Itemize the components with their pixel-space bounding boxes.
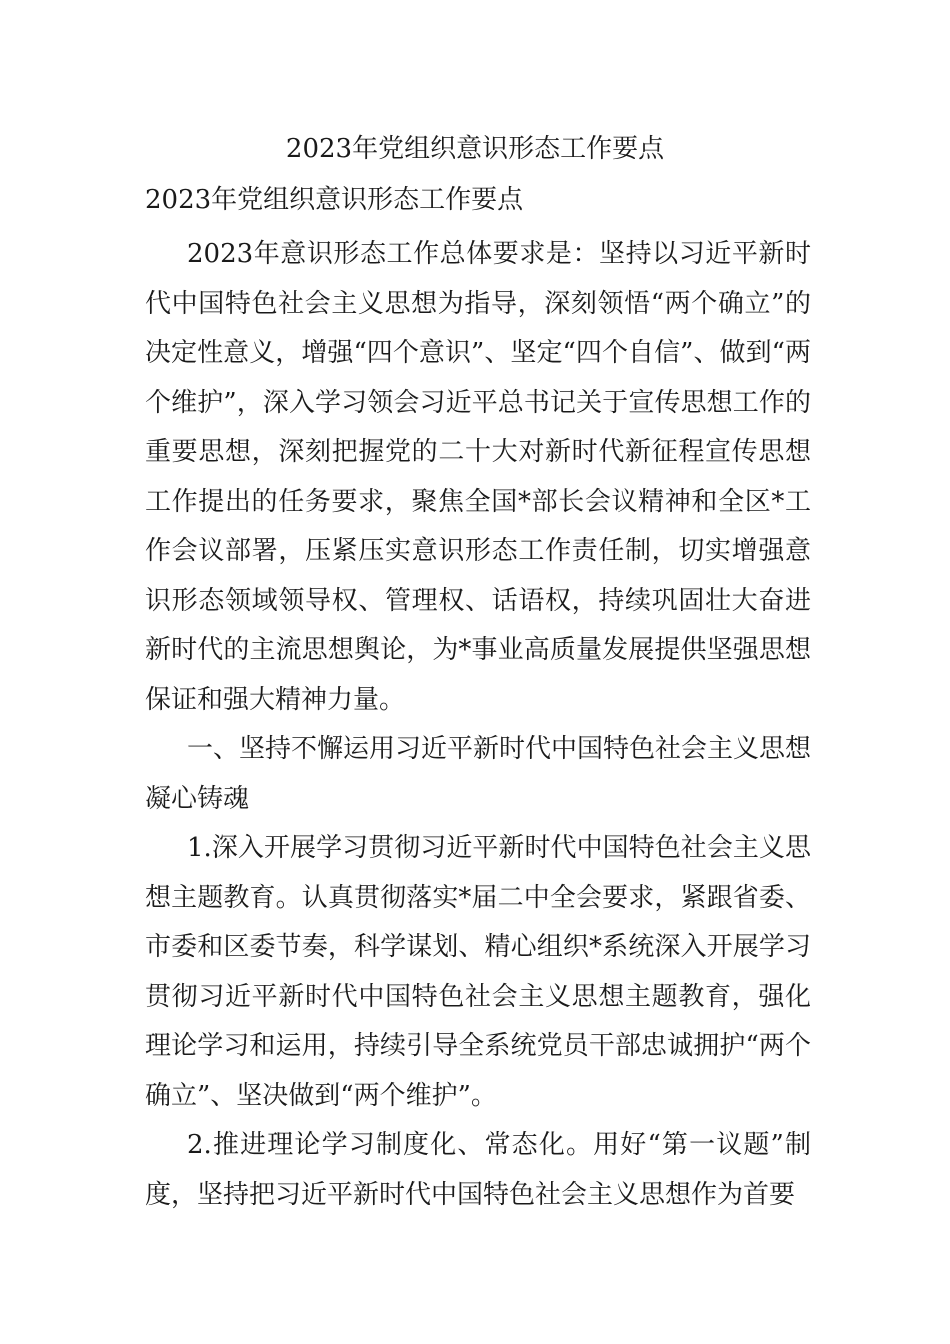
document-body	[145, 230, 811, 1220]
paragraph-item-1: 1.深入开展学习贯彻习近平新时代中国特色社会主义思想主题教育。认真贯彻落实*届二中全会要求，紧跟省委、市委和区委节奏，科学谋划、精心组织*系统深入开展学习贯彻习近平新时代中国特色社会主义思想主题教育，强化理论学习和运用，持续引导全系统党员干部忠诚拥护“两个确立”、坚决做到“两个维护”。	[145, 833, 811, 1111]
paragraph-general-requirements: 2023年意识形态工作总体要求是：坚持以习近平新时代中国特色社会主义思想为指导，深刻领悟“两个确立”的决定性意义，增强“四个意识”、坚定“四个自信”、做到“两个维护”，深入学习领会习近平总书记关于宣传思想工作的重要思想，深刻把握党的二十大对新时代新征程宣传思想工作提出的任务要求，聚焦全国*部长会议精神和全区*工作会议部署，压紧压实意识形态工作责任制，切实增强意识形态领域领导权、管理权、话语权，持续巩固壮大奋进新时代的主流思想舆论，为*事业高质量发展提供坚强思想保证和强大精神力量。	[145, 239, 811, 715]
section-heading-1: 一、坚持不懈运用习近平新时代中国特色社会主义思想凝心铸魂	[145, 734, 812, 814]
paragraph-item-2: 2.推进理论学习制度化、常态化。用好“第一议题”制度，坚持把习近平新时代中国特色社会主义思想作为首要	[145, 1130, 811, 1210]
document-subtitle: 2023年党组织意识形态工作要点	[145, 185, 524, 215]
document-title: 2023年党组织意识形态工作要点	[285, 134, 665, 164]
